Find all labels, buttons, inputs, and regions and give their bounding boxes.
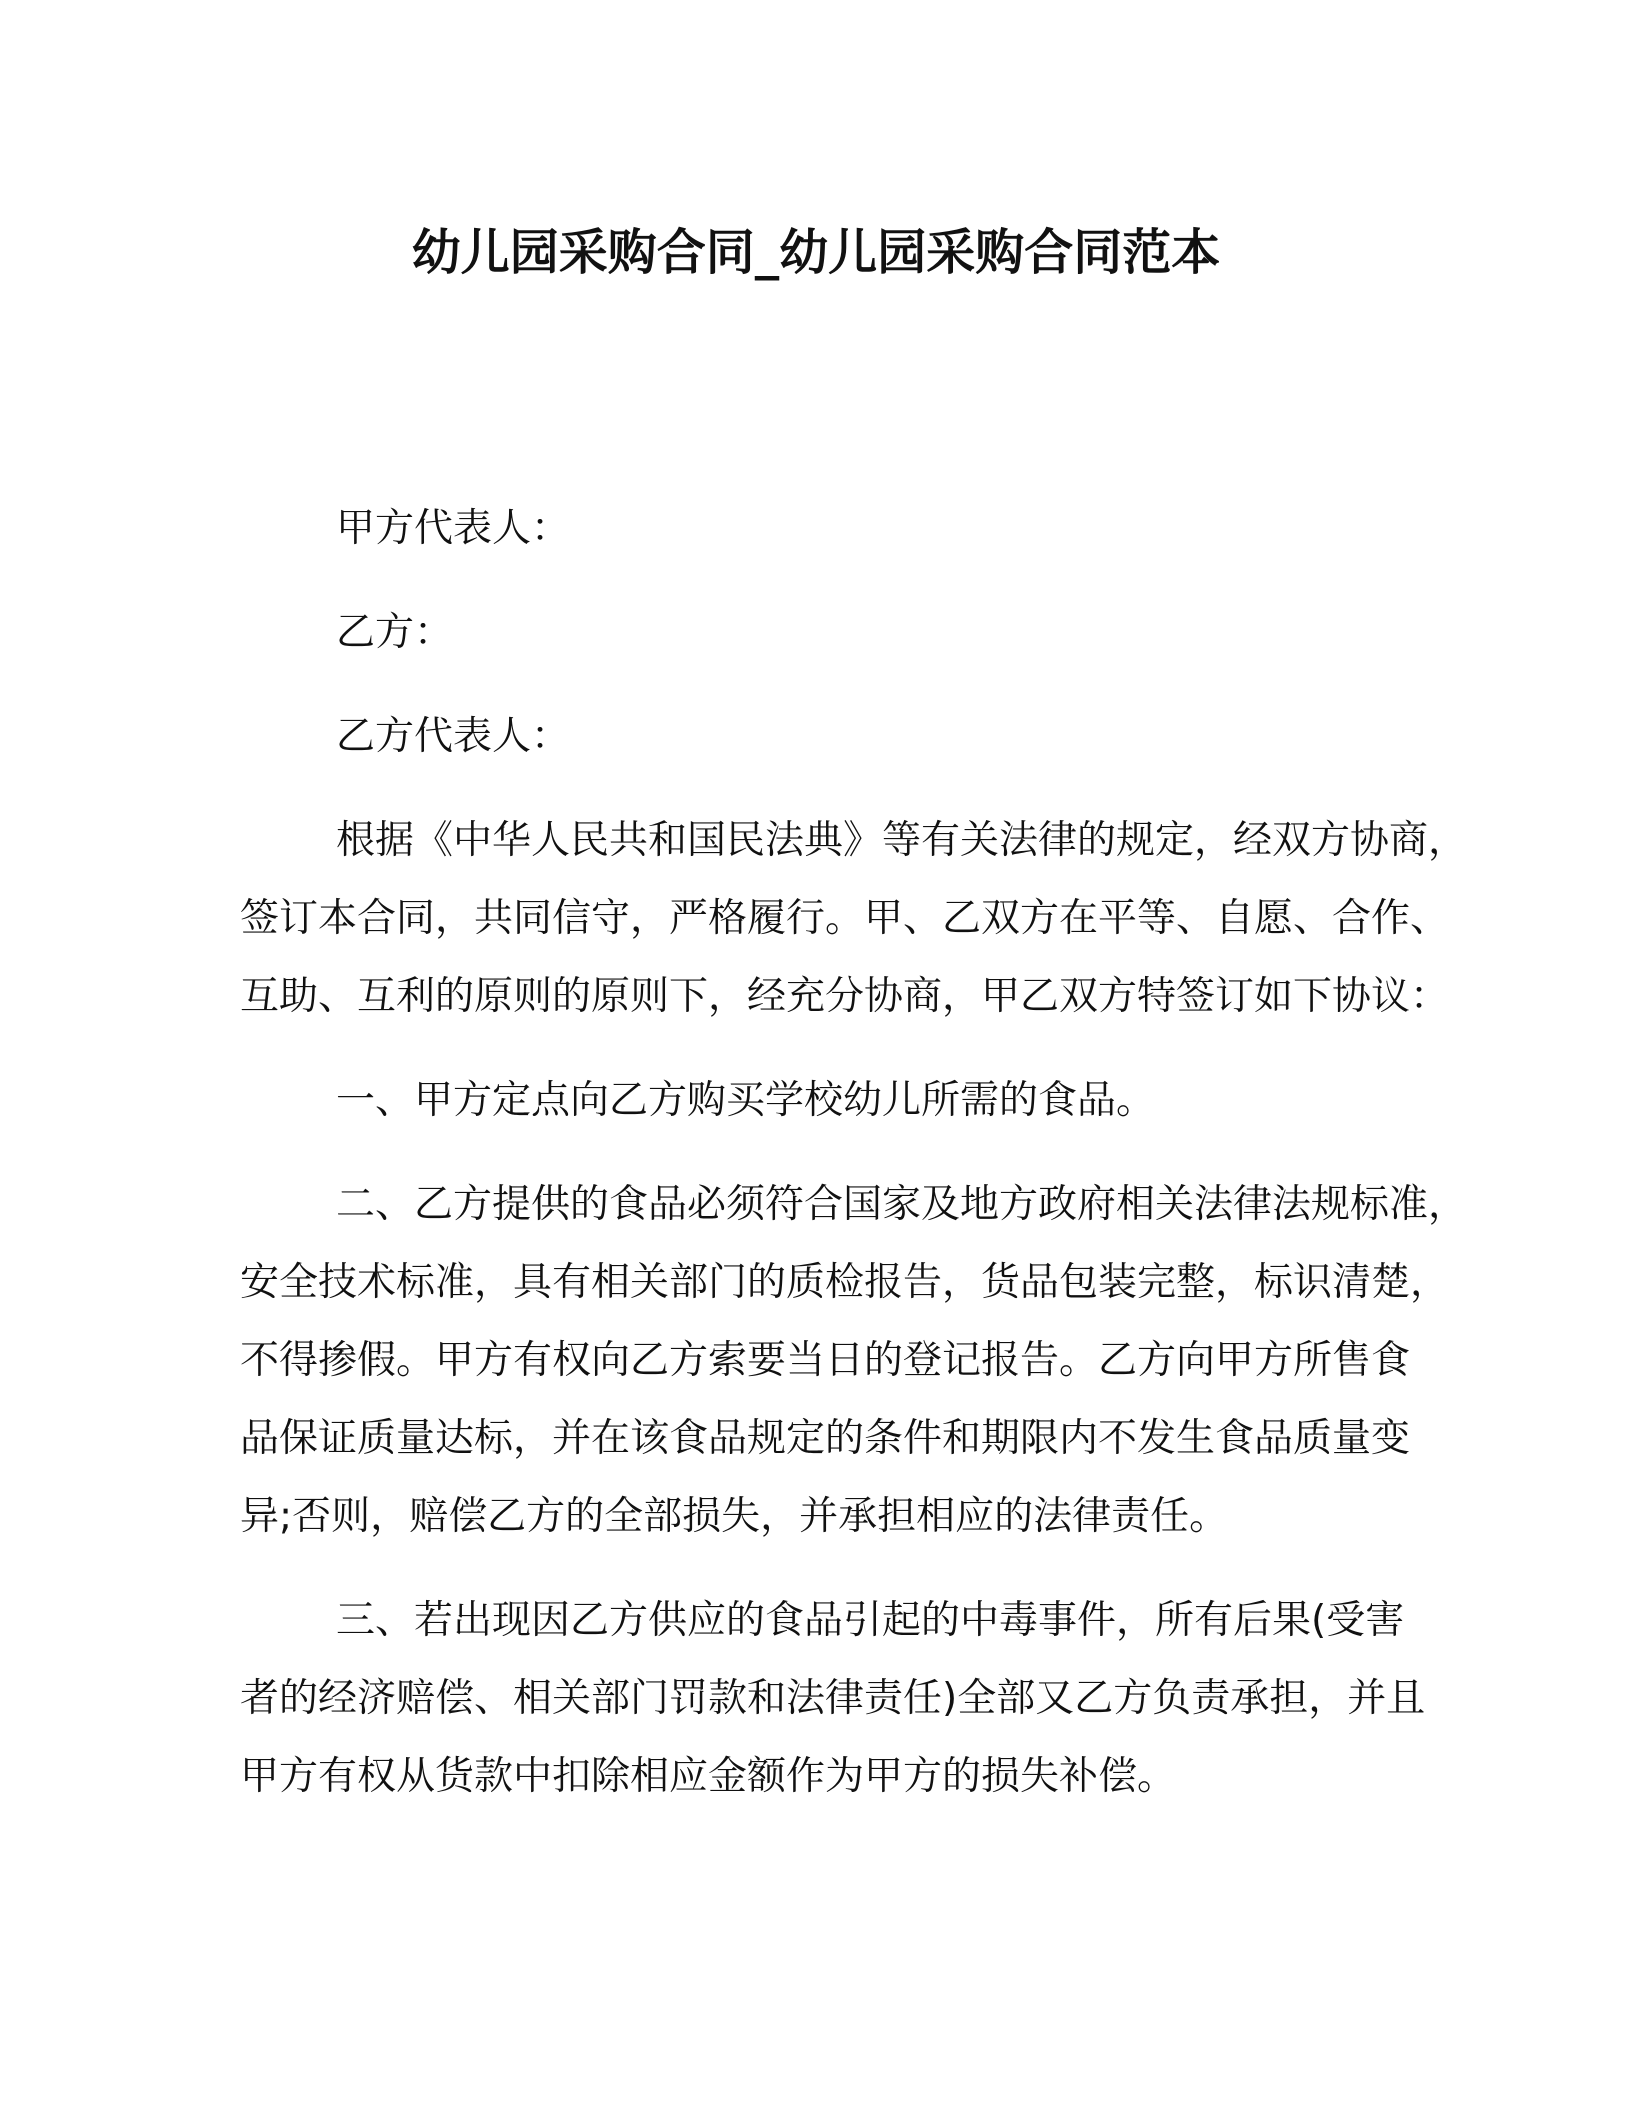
paragraph-line: 品保证质量达标，并在该食品规定的条件和期限内不发生食品质量变 — [240, 1416, 1411, 1461]
paragraph-line: 者的经济赔偿、相关部门罚款和法律责任)全部又乙方负责承担，并且 — [240, 1676, 1426, 1721]
paragraph-line: 甲方有权从货款中扣除相应金额作为甲方的损失补偿。 — [240, 1754, 1177, 1799]
paragraph-line: 互助、互利的原则的原则下，经充分协商，甲乙双方特签订如下协议： — [240, 974, 1450, 1019]
paragraph-line: 安全技术标准，具有相关部门的质检报告，货品包装完整，标识清楚， — [240, 1260, 1450, 1305]
paragraph-clause-2 — [240, 1166, 1468, 1556]
document-title: 幼儿园采购合同_幼儿园采购合同范本 — [411, 224, 1221, 281]
paragraph-clause-3 — [240, 1582, 1426, 1816]
field-party-b-representative: 乙方代表人： — [336, 714, 571, 759]
paragraph-preamble — [240, 802, 1468, 1036]
document-body — [240, 490, 1468, 1816]
paragraph-line: 二、乙方提供的食品必须符合国家及地方政府相关法律法规标准， — [336, 1182, 1468, 1227]
paragraph-line: 三、若出现因乙方供应的食品引起的中毒事件，所有后果(受害 — [336, 1598, 1405, 1643]
paragraph-line: 签订本合同，共同信守，严格履行。甲、乙双方在平等、自愿、合作、 — [240, 896, 1450, 941]
paragraph-line: 根据《中华人民共和国民法典》等有关法律的规定，经双方协商， — [336, 818, 1468, 863]
field-party-a-representative: 甲方代表人： — [336, 506, 571, 551]
paragraph-line: 异;否则，赔偿乙方的全部损失，并承担相应的法律责任。 — [240, 1494, 1229, 1539]
paragraph-clause-1 — [240, 1062, 1396, 1140]
field-party-b: 乙方： — [336, 610, 454, 655]
paragraph-line: 一、甲方定点向乙方购买学校幼儿所需的食品。 — [336, 1078, 1156, 1123]
paragraph-line: 不得掺假。甲方有权向乙方索要当日的登记报告。乙方向甲方所售食 — [240, 1338, 1411, 1383]
